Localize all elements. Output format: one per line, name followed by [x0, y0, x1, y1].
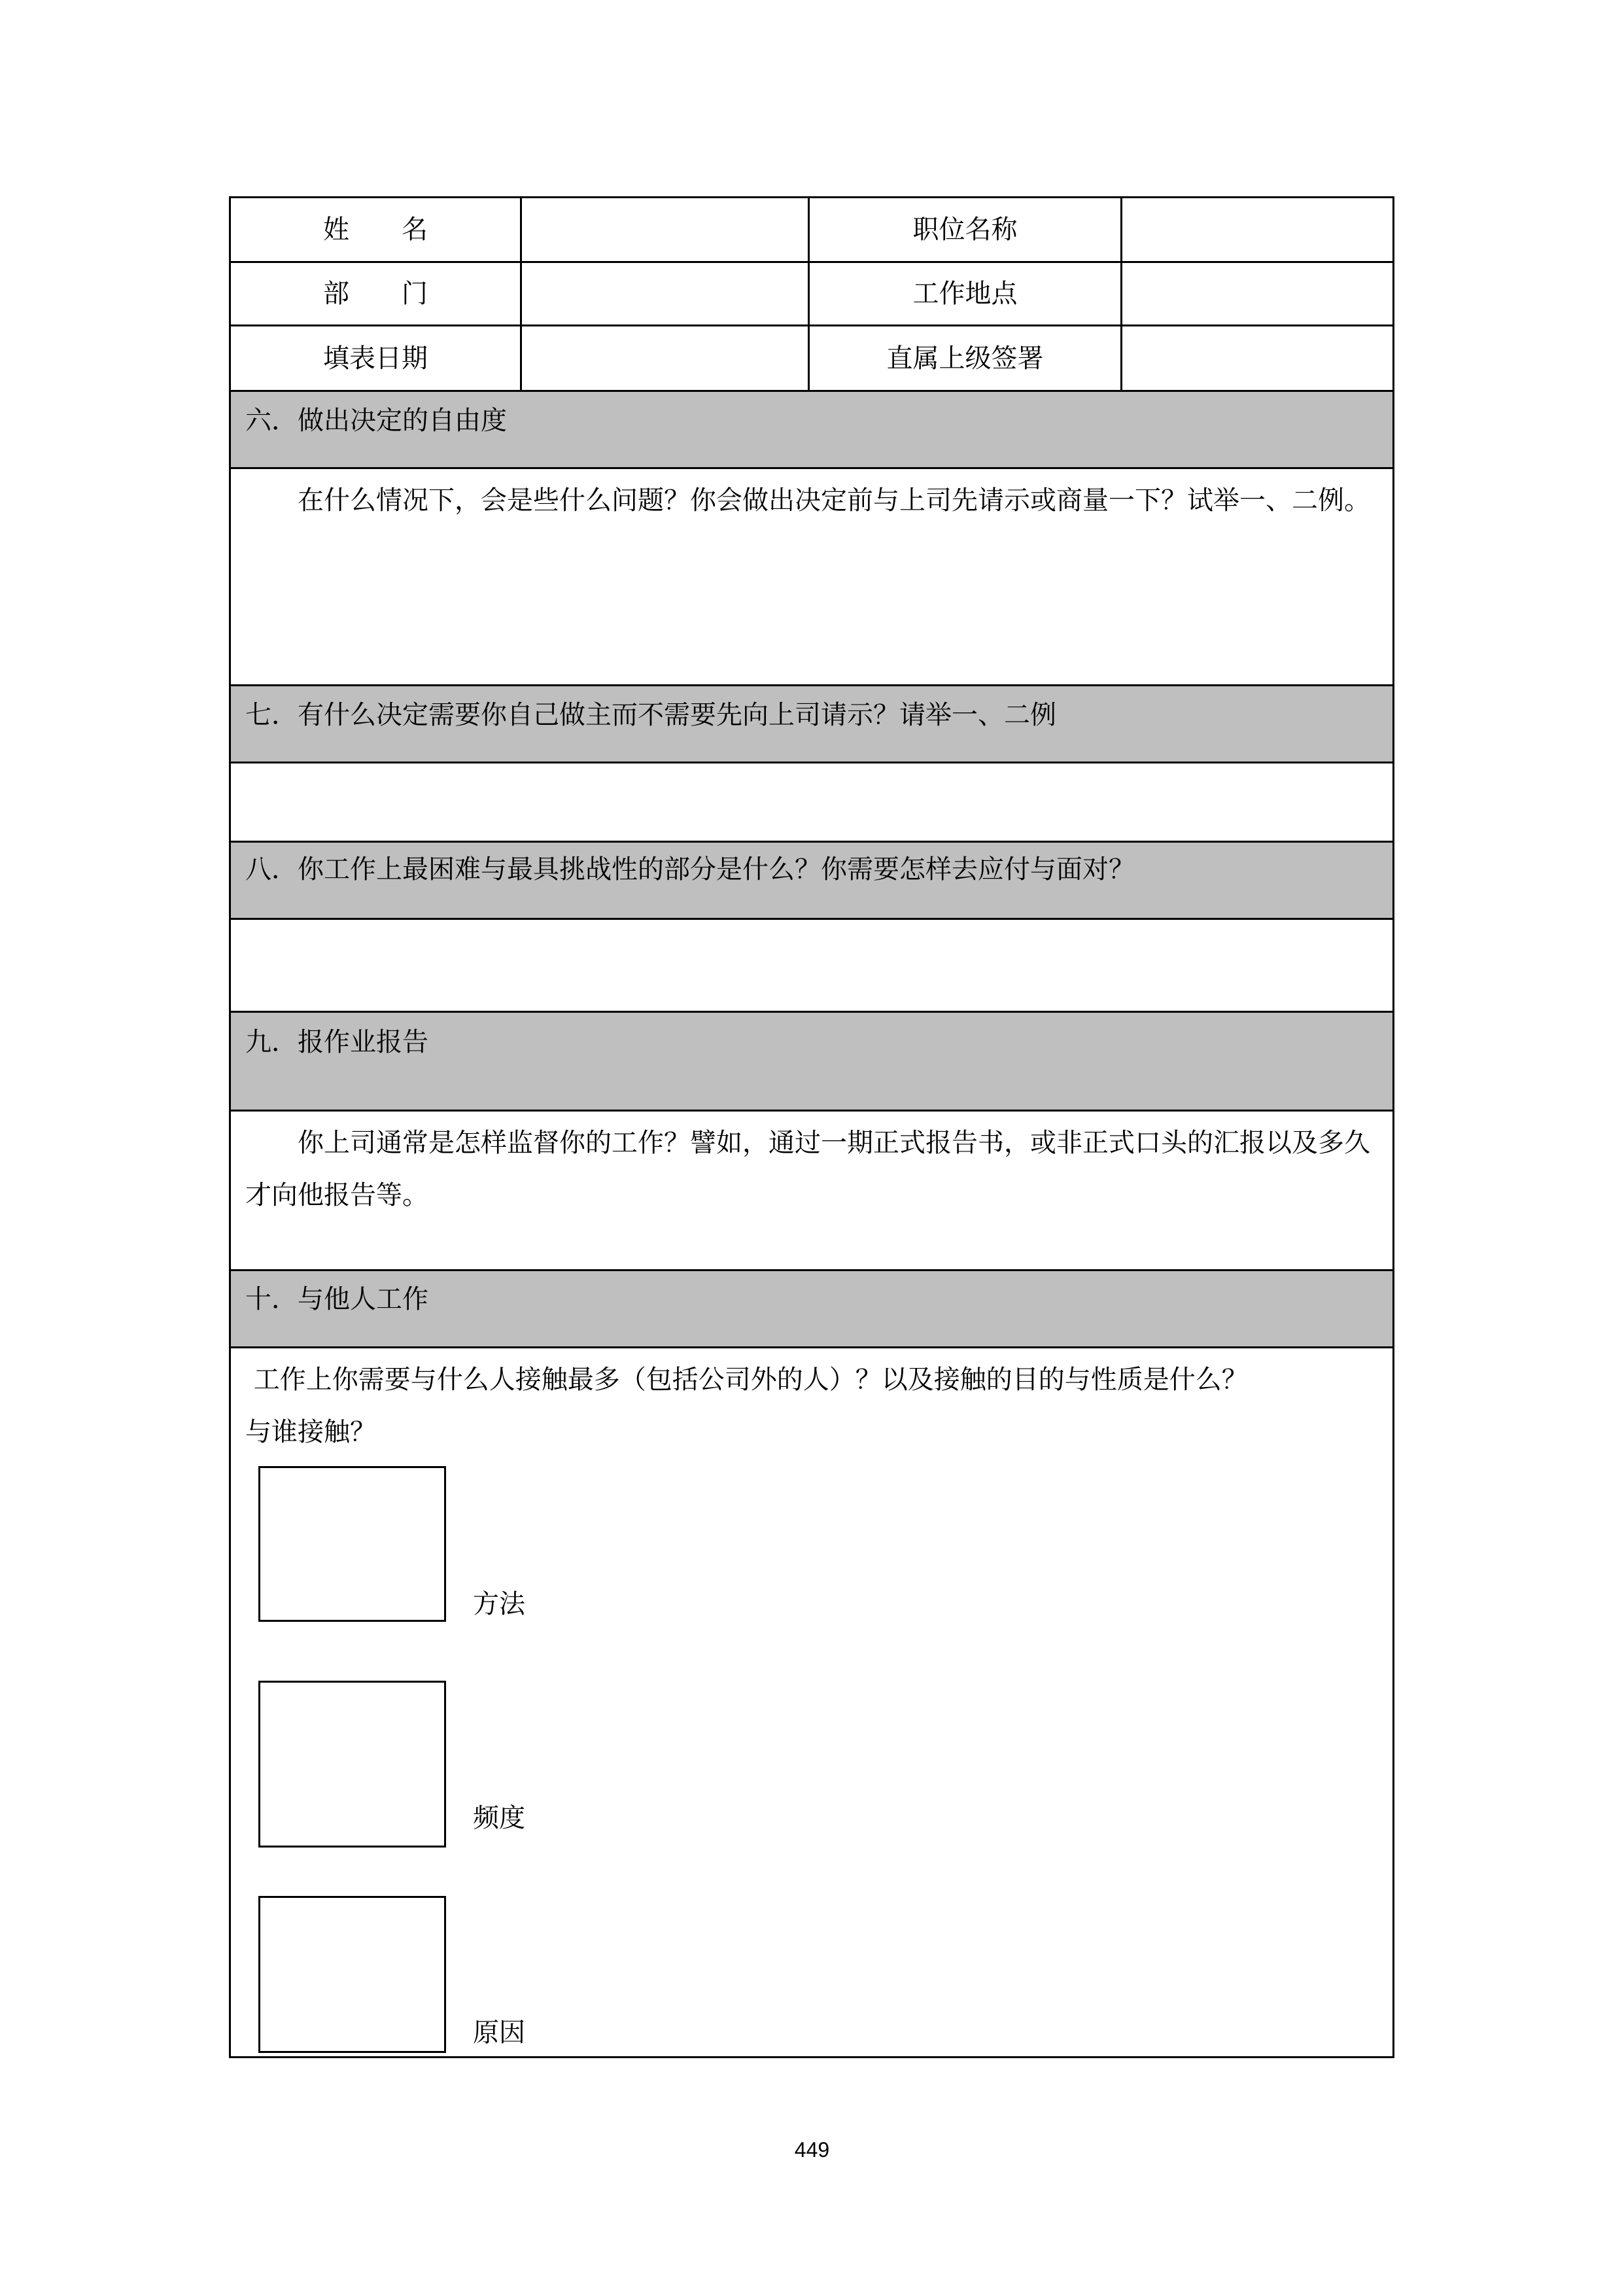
supervisor-signature-label: 直属上级签署	[886, 343, 1044, 374]
section-6-body: 在什么情况下，会是些什么问题？你会做出决定前与上司先请示或商量一下？试举一、二例。	[245, 485, 1370, 516]
section-10-question: 工作上你需要与什么人接触最多（包括公司外的人）？以及接触的目的与性质是什么？	[245, 1365, 1248, 1395]
row-divider	[231, 467, 1392, 469]
section-10-title: 十．与他人工作	[245, 1284, 428, 1314]
work-location-field[interactable]	[1122, 263, 1392, 324]
section-10-subquestion: 与谁接触？	[245, 1417, 376, 1447]
section-6-title: 六．做出决定的自由度	[245, 406, 507, 436]
frequency-label: 频度	[473, 1803, 525, 1833]
name-label: 姓 名	[323, 215, 428, 245]
row-divider	[231, 1110, 1392, 1112]
method-label: 方法	[473, 1589, 525, 1619]
reason-label: 原因	[473, 2018, 525, 2048]
name-field[interactable]	[522, 198, 808, 261]
section-7-answer[interactable]	[231, 763, 1392, 841]
job-analysis-form	[229, 196, 1394, 2058]
work-location-label: 工作地点	[912, 279, 1018, 309]
fill-date-field[interactable]	[522, 326, 808, 390]
department-label: 部 门	[323, 279, 428, 309]
method-box[interactable]	[258, 1466, 446, 1622]
section-8-title: 八．你工作上最困难与最具挑战性的部分是什么？你需要怎样去应付与面对？	[245, 854, 1135, 885]
position-title-field[interactable]	[1122, 198, 1392, 261]
section-7-title: 七．有什么决定需要你自己做主而不需要先向上司请示？请举一、二例	[245, 700, 1056, 730]
section-8-answer[interactable]	[231, 920, 1392, 1011]
section-9-title: 九．报作业报告	[245, 1027, 428, 1057]
position-title-label: 职位名称	[912, 215, 1018, 245]
department-field[interactable]	[522, 263, 808, 324]
section-9-body: 你上司通常是怎样监督你的工作？譬如，通过一期正式报告书，或非正式口头的汇报以及多久才向他报告等。	[245, 1128, 1370, 1210]
supervisor-signature-field[interactable]	[1122, 326, 1392, 390]
frequency-box[interactable]	[258, 1681, 446, 1848]
fill-date-label: 填表日期	[323, 343, 428, 374]
reason-box[interactable]	[258, 1896, 446, 2053]
page-number: 449	[794, 2138, 830, 2162]
row-divider	[231, 1346, 1392, 1348]
